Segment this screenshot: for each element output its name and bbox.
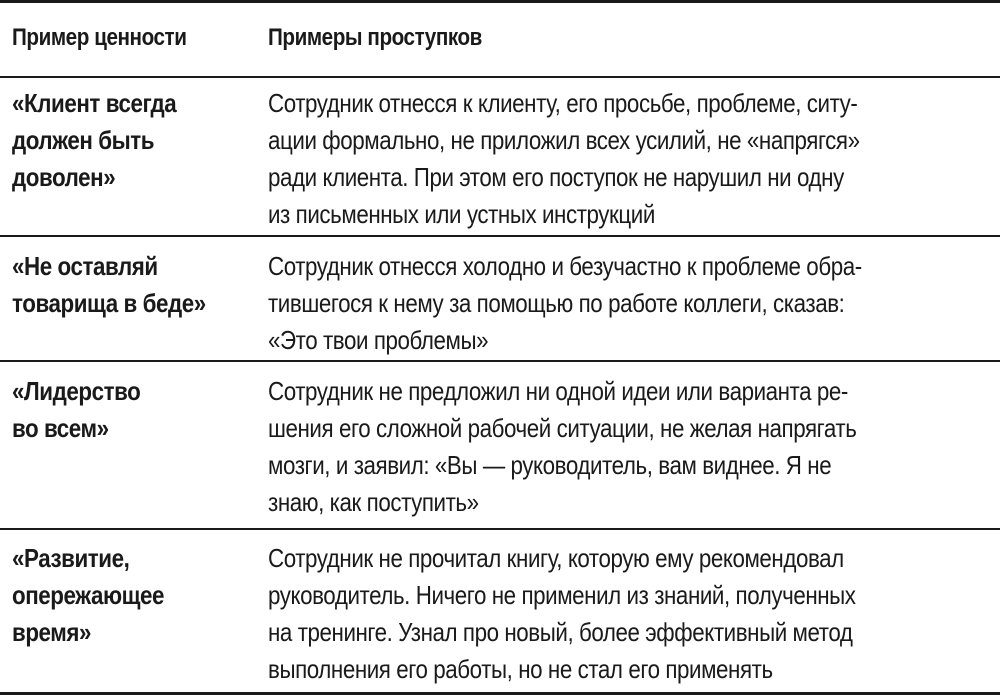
row-3-misconduct: Сотрудник не предложил ни одной идеи или варианта ре- шения его сложной рабочей ситуации, не желая напрягать мозги, и заявил: «Вы — руководитель, вам виднее. Я не знаю, как поступить» bbox=[268, 376, 857, 517]
row-1-misconduct: Сотрудник отнесся к клиенту, его просьбе, проблеме, ситу- ации формально, не приложил всех усилий, не «напрягся» ради клиента. При этом его поступок не нарушил ни одну из письменных или устных инструкций bbox=[268, 88, 860, 229]
row-1-value: «Клиент всегда должен быть доволен» bbox=[12, 88, 177, 192]
table-bottom-rule bbox=[0, 692, 1000, 695]
header-value: Пример ценности bbox=[12, 24, 187, 51]
row-4-misconduct: Сотрудник не прочитал книгу, которую ему рекомендовал руководитель. Ничего не применил из знаний, полученных на тренинге. Узнал про новый, более эффективный метод выполнения его работы, но не стал его применять bbox=[268, 543, 856, 684]
row-4-value: «Развитие, опережающее время» bbox=[12, 543, 165, 647]
header-misconduct: Примеры проступков bbox=[268, 24, 482, 51]
row-divider bbox=[0, 360, 1000, 362]
row-divider bbox=[0, 528, 1000, 530]
row-2-misconduct: Сотрудник отнесся холодно и безучастно к проблеме обра- тившегося к нему за помощью по работе коллеги, сказав: «Это твои проблемы» bbox=[268, 251, 862, 355]
header-rule bbox=[0, 76, 1000, 78]
row-divider bbox=[0, 235, 1000, 237]
row-3-value: «Лидерство во всем» bbox=[12, 376, 141, 443]
table-top-rule bbox=[0, 0, 1000, 3]
row-2-value: «Не оставляй товарища в беде» bbox=[12, 251, 206, 318]
